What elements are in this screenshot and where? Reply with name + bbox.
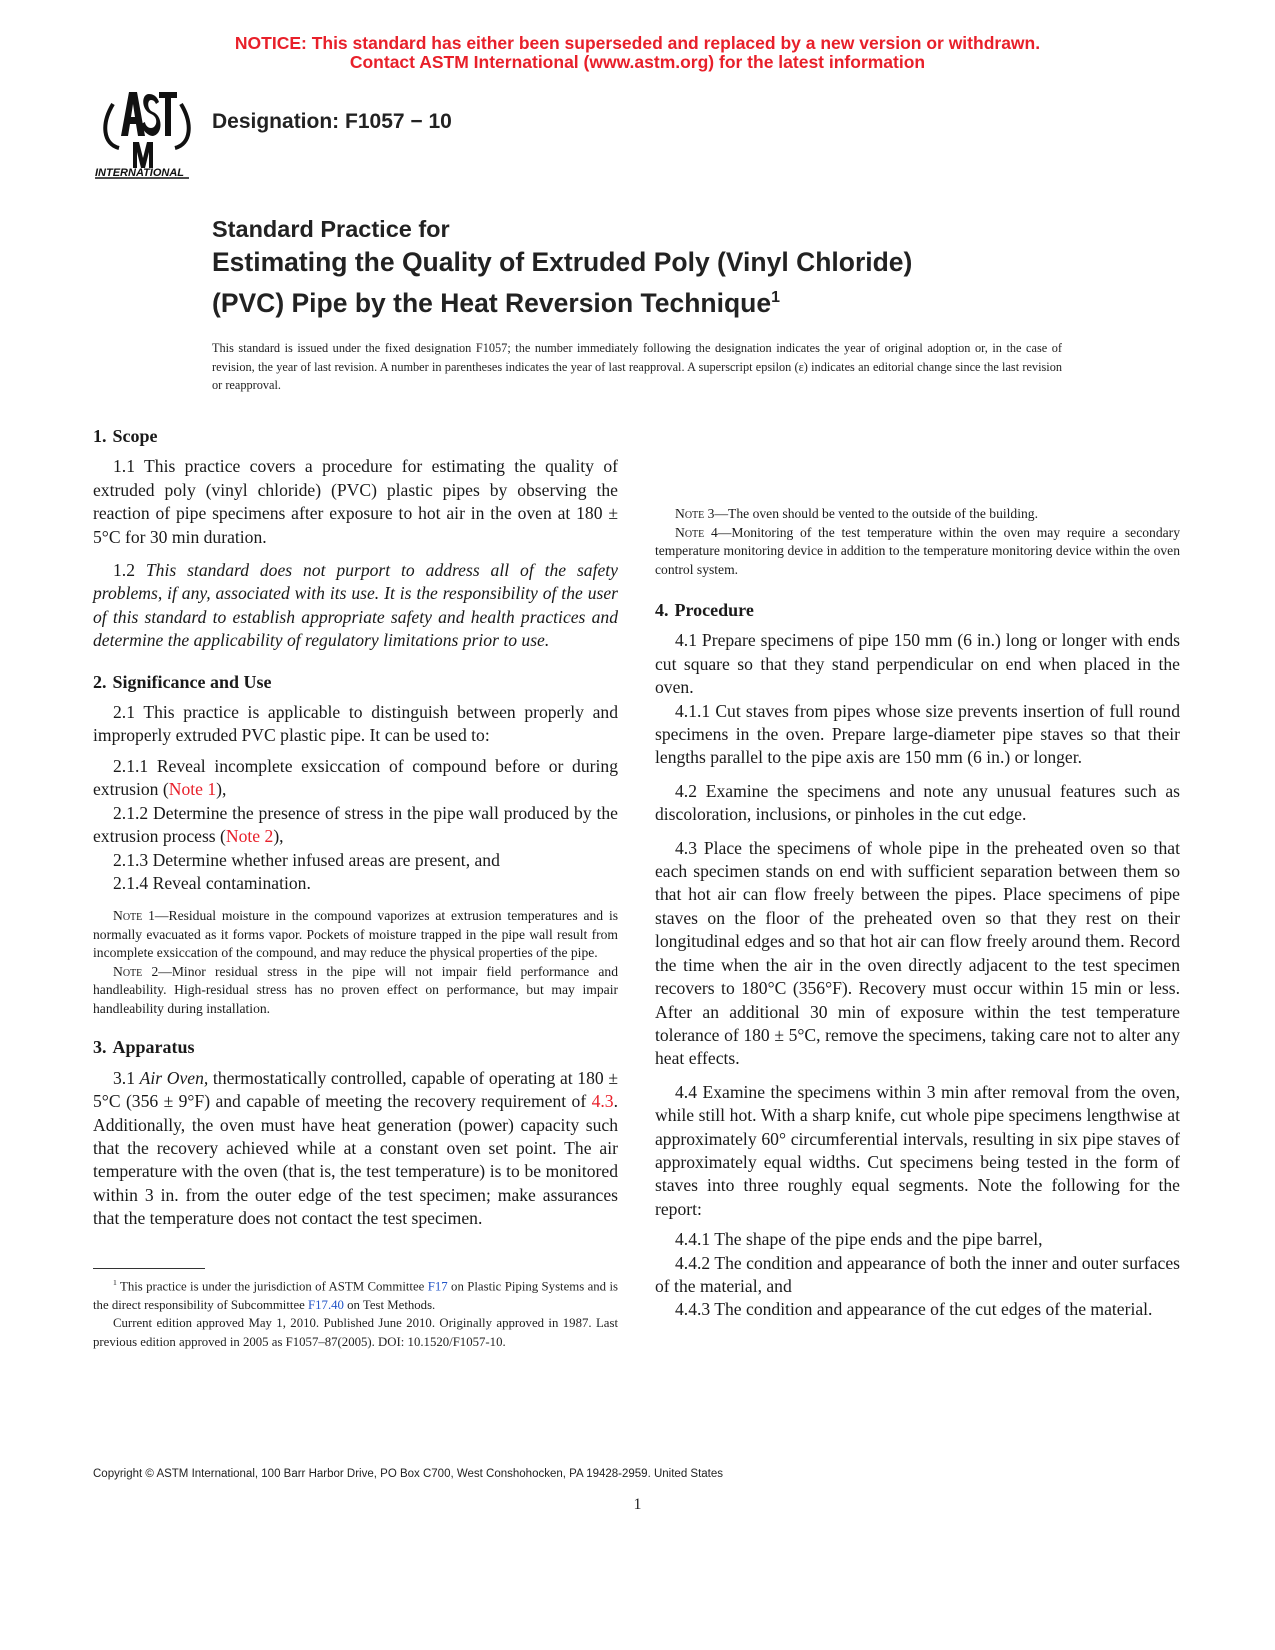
title-line-1: Estimating the Quality of Extruded Poly (Vinyl Chloride) — [212, 247, 913, 277]
para-2-1-3: 2.1.3 Determine whether infused areas are present, and — [113, 849, 500, 870]
para-2-1-4: 2.1.4 Reveal contamination. — [113, 872, 311, 893]
title-footnote-mark[interactable]: 1 — [771, 289, 780, 306]
para-4-4-2: 4.4.2 The condition and appearance of both the inner and outer surfaces of the material, and — [655, 1252, 1180, 1296]
intro-paragraph: This standard is issued under the fixed designation F1057; the number immediately following the designation indicates the year of original adoption or, in the case of revision, the year of last revision. A number in parentheses indicates the year of last reapproval. A superscript epsilon (ε) indicates an editorial change since the last revision or reapproval. — [212, 341, 1062, 392]
section-title: Procedure — [674, 600, 754, 620]
para-3-1-right-part — [655, 425, 1180, 495]
para-2-1: 2.1 This practice is applicable to distinguish between properly and improperly extruded PVC plastic pipe. It can be used to: — [93, 702, 618, 746]
astm-logo-icon — [93, 84, 201, 180]
title-line-2 — [212, 280, 1072, 321]
page-number: 1 — [633, 1496, 642, 1513]
note-4 — [655, 524, 1180, 580]
note-label: Note 3 — [675, 506, 715, 521]
section-title: Significance and Use — [112, 671, 272, 692]
astm-logo — [93, 84, 201, 180]
note-1-link[interactable]: Note 1 — [168, 779, 217, 800]
copyright-line: Copyright © ASTM International, 100 Barr Harbor Drive, PO Box C700, West Conshohocken, PA 19428-2959. United States — [93, 1468, 724, 1480]
section-number: 4. — [655, 600, 669, 620]
note-3 — [655, 505, 1180, 524]
subcommittee-f17-40-link[interactable]: F17.40 — [308, 1297, 344, 1312]
term: Air Oven, — [139, 1067, 209, 1088]
designation: Designation: F1057 − 10 — [212, 110, 452, 133]
para-text: thermostatically controlled, capable of operating at 180 ± 5°C (356 ± 9°F) and capable of meeting the recovery requirement of — [93, 1067, 618, 1112]
para-4-2: 4.2 Examine the specimens and note any unusual features such as discoloration, inclusions, or pinholes in the cut edge. — [655, 780, 1180, 825]
note-text: —Minor residual stress in the pipe will not impair field performance and handleability. High-residual stress has no proven effect on performance, but may impair handleability during installation. — [93, 963, 618, 1016]
title-line-2-text: (PVC) Pipe by the Heat Reversion Technique — [212, 287, 772, 318]
note-1 — [93, 907, 618, 963]
section-4-3-link[interactable]: 4.3 — [591, 1091, 614, 1112]
notes-3-4 — [655, 505, 1180, 579]
section-number: 1. — [93, 426, 107, 446]
footnote-2: Current edition approved May 1, 2010. Published June 2010. Originally approved in 1987. Last previous edition approved in 2005 as F1057–87(2005). DOI: 10.1520/F1057-10. — [93, 1316, 618, 1349]
section-apparatus-heading — [93, 1036, 618, 1059]
footnote-text: on Test Methods. — [343, 1297, 436, 1312]
para-text-end: ), — [216, 779, 227, 800]
para-4-1-1: 4.1.1 Cut staves from pipes whose size prevents insertion of full round specimens in the oven. Prepare large-diameter pipe staves so that their lengths parallel to the pipe axis are 150 mm (6 in.) or longer. — [655, 700, 1180, 768]
para-4-1: 4.1 Prepare specimens of pipe 150 mm (6 in.) long or longer with ends cut square so that they stand perpendicular on end when placed in the oven. — [655, 630, 1180, 698]
para-number: 3.1 — [113, 1067, 135, 1088]
note-2 — [93, 963, 618, 1019]
note-label: Note 1 — [113, 908, 155, 924]
note-text: —Monitoring of the test temperature within the oven may require a secondary temperature monitoring device in addition to the temperature monitoring device within the oven control system. — [655, 524, 1180, 577]
title-prefix: Standard Practice for — [212, 216, 450, 242]
para-text: 2.1.2 Determine the presence of stress in the pipe wall produced by the extrusion process ( — [93, 802, 618, 847]
footnote-text: on Plastic Piping Systems and is the direct responsibility of Subcommittee — [93, 1279, 619, 1312]
section-title: Apparatus — [112, 1037, 195, 1058]
left-column — [93, 425, 618, 1245]
note-label: Note 4 — [675, 524, 718, 540]
footnote-text: This practice is under the jurisdiction of ASTM Committee — [120, 1279, 428, 1294]
notice-line-2: Contact ASTM International (www.astm.org) for the latest information — [349, 52, 926, 72]
title-block — [212, 214, 1072, 321]
section-number: 3. — [93, 1037, 107, 1058]
section-scope-heading — [93, 425, 618, 448]
footnotes — [93, 1274, 618, 1351]
para-text-end: ), — [273, 826, 284, 847]
para-4-4-3: 4.4.3 The condition and appearance of the cut edges of the material. — [675, 1299, 1153, 1320]
para-1-1: 1.1 This practice covers a procedure for estimating the quality of extruded poly (vinyl chloride) (PVC) plastic pipes by observing the reaction of pipe specimens after exposure to hot air in the oven at 180 ± 5°C for 30 min duration. — [93, 456, 618, 547]
footnote-mark: 1 — [113, 1278, 117, 1287]
section-significance-heading — [93, 671, 618, 694]
note-2-link[interactable]: Note 2 — [225, 826, 274, 847]
para-text: 2.1.1 Reveal incomplete exsiccation of compound before or during extrusion ( — [93, 755, 618, 800]
note-text: —The oven should be vented to the outside of the building. — [714, 506, 1039, 521]
right-column — [655, 425, 1180, 1322]
section-number: 2. — [93, 671, 107, 692]
committee-f17-link[interactable]: F17 — [427, 1279, 448, 1294]
para-3-1-left-part — [93, 1067, 618, 1245]
notes-1-2 — [93, 907, 618, 1018]
notice-line-1: NOTICE: This standard has either been superseded and replaced by a new version or withdrawn. — [234, 33, 1041, 53]
para-4-4: 4.4 Examine the specimens within 3 min after removal from the oven, while still hot. With a sharp knife, cut whole pipe specimens lengthwise at approximately 60° circumferential intervals, resulting in six pipe staves of approximately equal widths. Cut specimens being tested in the form of staves into three roughly equal segments. Note the following for the report: — [655, 1081, 1180, 1219]
section-title: Scope — [112, 426, 158, 446]
note-text: —Residual moisture in the compound vaporizes at extrusion temperatures and is normally evacuated as it forms vapor. Pockets of moisture trapped in the pipe wall result from incomplete exsiccation of the compound, and may reduce the physical properties of the pipe. — [93, 908, 619, 961]
footnote-divider — [93, 1268, 205, 1269]
footnote-1 — [93, 1274, 618, 1314]
logo-label: INTERNATIONAL — [95, 167, 185, 179]
safety-statement: This standard does not purport to address all of the safety problems, if any, associated with its use. It is the responsibility of the user of this standard to establish appropriate safety and health practices and determine the applicability of regulatory limitations prior to use. — [93, 560, 618, 651]
para-1-2 — [93, 559, 618, 653]
para-number: 1.2 — [113, 560, 135, 581]
note-label: Note 2 — [113, 963, 159, 979]
para-3-1 — [93, 1067, 618, 1231]
withdrawal-notice — [0, 34, 1275, 72]
para-text-continued: . Additionally, the oven must have heat generation (power) capacity such that the recovery achieved while at a constant oven set point. The air temperature with the oven (that is, the test temperature) is to be monitored within 3 in. from the outer edge of the test specimen; make assurances that the temperature does not contact the test specimen. — [93, 1091, 618, 1229]
para-2-1-2 — [93, 802, 618, 849]
para-4-3: 4.3 Place the specimens of whole pipe in the preheated oven so that each specimen stands on end with sufficient separation between them so that hot air can flow freely between the pipes. Place specimens of pipe staves on the floor of the preheated oven so that they rest on their longitudinal edges and so that hot air can flow freely around them. Record the time when the air in the oven directly adjacent to the test specimen recovers to 180°C (356°F). Recovery must occur within 15 min or less. After an additional 30 min of exposure within the test temperature tolerance of 180 ± 5°C, remove the specimens, taking care not to alter any heat effects. — [655, 837, 1180, 1069]
section-procedure-heading — [655, 599, 1180, 622]
para-2-1-1 — [93, 755, 618, 802]
para-4-4-1: 4.4.1 The shape of the pipe ends and the pipe barrel, — [675, 1229, 1043, 1250]
